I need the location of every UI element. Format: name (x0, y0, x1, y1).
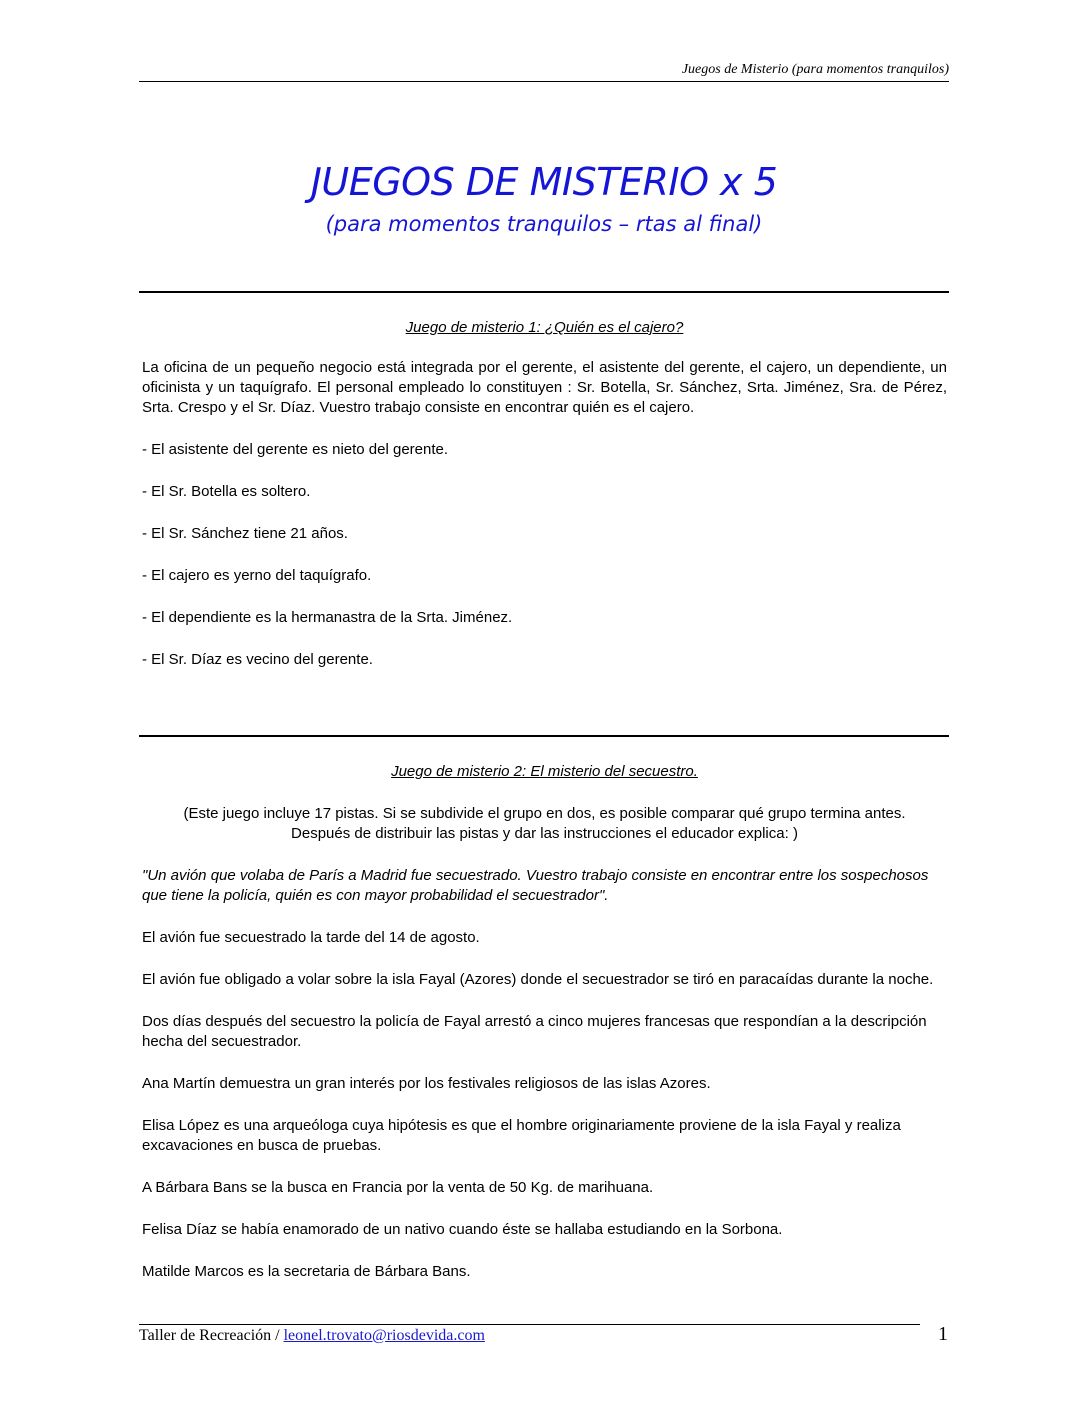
page-number: 1 (938, 1323, 948, 1345)
header-rule (139, 81, 949, 82)
game2-clue: Ana Martín demuestra un gran interés por los festivales religiosos de las islas Azores. (142, 1075, 711, 1092)
game2-clue: El avión fue secuestrado la tarde del 14 de agosto. (142, 929, 480, 946)
footer-email-link[interactable]: leonel.trovato@riosdevida.com (283, 1327, 485, 1344)
game1-clue: - El dependiente es la hermanastra de la Srta. Jiménez. (142, 609, 513, 626)
document-title: JUEGOS DE MISTERIO x 5 (310, 160, 778, 204)
game2-clue: A Bárbara Bans se la busca en Francia por la venta de 50 Kg. de marihuana. (142, 1179, 654, 1196)
game2-section (142, 762, 947, 1282)
game1-clue: - El Sr. Botella es soltero. (142, 483, 311, 500)
footer-rule (139, 1324, 920, 1325)
game1-clue: - El Sr. Sánchez tiene 21 años. (142, 525, 348, 542)
game1-clue: - El asistente del gerente es nieto del gerente. (142, 441, 449, 458)
running-header: Juegos de Misterio (para momentos tranquilos) (681, 62, 949, 77)
game2-clue: Dos días después del secuestro la policía de Fayal arrestó a cinco mujeres francesas que respondían a la descripción hecha del secuestrador. (142, 1013, 927, 1050)
footer-credit (139, 1327, 485, 1345)
game2-clue: Felisa Díaz se había enamorado de un nativo cuando éste se hallaba estudiando en la Sorbona. (142, 1221, 783, 1238)
title-block (139, 157, 949, 239)
game1-section (142, 318, 947, 670)
game2-heading: Juego de misterio 2: El misterio del secuestro. (391, 763, 698, 780)
game2-clue: El avión fue obligado a volar sobre la isla Fayal (Azores) donde el secuestrador se tiró en paracaídas durante la noche. (142, 971, 934, 988)
game2-note-line: (Este juego incluye 17 pistas. Si se subdivide el grupo en dos, es posible comparar qué grupo termina antes. (183, 805, 906, 822)
game2-note-line: Después de distribuir las pistas y dar las instrucciones el educador explica: ) (291, 825, 798, 842)
game2-quote: "Un avión que volaba de París a Madrid fue secuestrado. Vuestro trabajo consiste en encontrar entre los sospechosos que tiene la policía, quién es con mayor probabilidad el secuestrador". (142, 867, 929, 904)
game2-note (142, 804, 947, 844)
game1-intro: La oficina de un pequeño negocio está integrada por el gerente, el asistente del gerente, el cajero, un dependiente, un oficinista y un taquígrafo. El personal empleado lo constituyen : Sr. Botella, Sr. Sánchez, Srta. Jiménez, Sra. de Pérez, Srta. Crespo y el Sr. Díaz. Vuestro trabajo consiste en encontrar quién es el cajero. (142, 359, 947, 416)
document-subtitle: (para momentos tranquilos – rtas al final) (325, 212, 763, 236)
game1-clue: - El cajero es yerno del taquígrafo. (142, 567, 372, 584)
section-divider (139, 735, 949, 737)
game1-heading: Juego de misterio 1: ¿Quién es el cajero? (405, 319, 684, 336)
section-divider (139, 291, 949, 293)
game2-clue: Matilde Marcos es la secretaria de Bárbara Bans. (142, 1263, 471, 1280)
game2-clue: Elisa López es una arqueóloga cuya hipótesis es que el hombre originariamente proviene de la isla Fayal y realiza excavaciones en busca de pruebas. (142, 1117, 901, 1154)
footer-workshop-label: Taller de Recreación / (139, 1327, 284, 1344)
game1-clue: - El Sr. Díaz es vecino del gerente. (142, 651, 373, 668)
